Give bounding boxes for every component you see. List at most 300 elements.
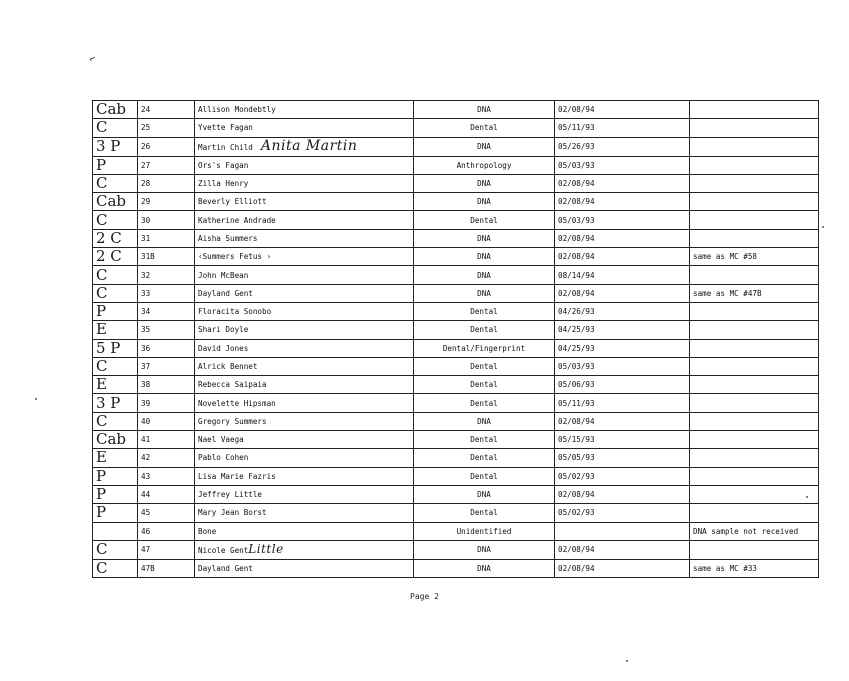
name-text: Gregory Summers — [198, 416, 267, 426]
handwritten-status-mark-text: C — [96, 174, 108, 193]
case-number-text: 43 — [141, 471, 151, 481]
table-row — [93, 248, 819, 266]
handwritten-status-mark — [93, 357, 138, 375]
identification-type-cell — [414, 248, 555, 266]
date-text: 08/14/94 — [558, 270, 595, 280]
case-number-cell — [138, 504, 195, 522]
name-cell — [195, 211, 414, 229]
table-row — [93, 504, 819, 522]
case-number-cell — [138, 394, 195, 412]
handwritten-status-mark-text: 5 P — [96, 339, 121, 357]
identification-type-text: DNA — [477, 490, 491, 500]
handwritten-status-mark — [93, 540, 138, 559]
table-row — [93, 449, 819, 467]
table-row — [93, 156, 819, 174]
name-text: Nicole Gent — [198, 545, 249, 555]
handwritten-status-mark-text: C — [96, 265, 108, 284]
date-text: 02/08/94 — [558, 252, 595, 262]
name-cell — [195, 266, 414, 284]
case-number-text: 30 — [141, 215, 151, 225]
name-text: Nael Vaega — [198, 435, 244, 445]
table-row — [93, 357, 819, 375]
note-cell — [690, 467, 819, 485]
handwritten-status-mark — [93, 412, 138, 430]
table-row — [93, 119, 819, 137]
case-number-text: 47B — [141, 563, 155, 573]
case-number-cell — [138, 467, 195, 485]
table-row — [93, 412, 819, 430]
name-cell — [195, 137, 414, 156]
handwritten-status-mark — [93, 559, 138, 577]
case-number-text: 27 — [141, 160, 151, 170]
handwritten-status-mark — [93, 302, 138, 320]
identification-type-text: DNA — [477, 563, 491, 573]
name-cell — [195, 376, 414, 394]
note-cell — [690, 522, 819, 540]
handwritten-status-mark-text: C — [96, 210, 108, 229]
identification-type-cell — [414, 101, 555, 119]
date-text: 05/11/93 — [558, 398, 595, 408]
date-cell — [555, 266, 690, 284]
identification-type-text: Dental — [470, 453, 498, 463]
note-text: same as MC #47B — [693, 288, 762, 298]
name-cell — [195, 467, 414, 485]
handwritten-status-mark-text: P — [96, 156, 107, 174]
table-row — [93, 540, 819, 559]
identification-type-text: Dental — [470, 508, 498, 518]
name-text: Novelette Hipsman — [198, 398, 276, 408]
identification-type-cell — [414, 229, 555, 247]
name-cell — [195, 302, 414, 320]
note-cell — [690, 229, 819, 247]
name-cell — [195, 248, 414, 266]
identification-type-text: Unidentified — [456, 526, 512, 536]
name-text: Mary Jean Borst — [198, 508, 267, 518]
name-cell — [195, 559, 414, 577]
name-text: Floracita Sonobo — [198, 307, 272, 317]
case-number-text: 28 — [141, 179, 151, 189]
identification-type-cell — [414, 119, 555, 137]
case-number-text: 24 — [141, 105, 151, 115]
identification-type-cell — [414, 522, 555, 540]
name-text: John McBean — [198, 270, 249, 280]
name-text: Beverly Elliott — [198, 197, 267, 207]
handwritten-status-mark — [93, 193, 138, 211]
date-cell — [555, 394, 690, 412]
note-text: same as MC #33 — [693, 563, 758, 573]
table-row — [93, 284, 819, 302]
case-number-cell — [138, 559, 195, 577]
handwritten-status-mark-text: 2 C — [96, 229, 122, 247]
name-cell — [195, 431, 414, 449]
date-cell — [555, 119, 690, 137]
note-cell — [690, 321, 819, 339]
handwritten-status-mark-text: Cab — [96, 430, 127, 449]
name-cell — [195, 504, 414, 522]
handwritten-status-mark — [93, 449, 138, 467]
handwritten-status-mark — [93, 376, 138, 394]
handwritten-status-mark — [93, 504, 138, 522]
case-number-text: 40 — [141, 416, 151, 426]
name-text: ‹Summers Fetus › — [198, 252, 272, 262]
name-text: Alrick Bennet — [198, 362, 258, 371]
case-number-cell — [138, 357, 195, 375]
table-row — [93, 211, 819, 229]
date-cell — [555, 248, 690, 266]
date-cell — [555, 540, 690, 559]
identification-type-text: DNA — [477, 179, 491, 189]
identification-type-cell — [414, 559, 555, 577]
note-cell — [690, 119, 819, 137]
note-cell — [690, 156, 819, 174]
note-cell — [690, 302, 819, 320]
note-cell — [690, 266, 819, 284]
handwritten-status-mark-text: C — [96, 357, 108, 375]
identification-type-text: Dental — [470, 215, 498, 225]
date-text: 05/02/93 — [558, 508, 595, 518]
date-cell — [555, 156, 690, 174]
note-cell — [690, 137, 819, 156]
note-cell — [690, 412, 819, 430]
identification-type-cell — [414, 211, 555, 229]
case-number-text: 45 — [141, 508, 151, 518]
case-number-cell — [138, 284, 195, 302]
date-cell — [555, 229, 690, 247]
note-cell — [690, 394, 819, 412]
name-text: Aisha Summers — [198, 233, 258, 243]
date-cell — [555, 321, 690, 339]
name-cell — [195, 485, 414, 503]
handwritten-status-mark-text: Cab — [96, 192, 127, 211]
note-cell — [690, 211, 819, 229]
case-number-text: 34 — [141, 307, 151, 317]
handwritten-status-mark — [93, 156, 138, 174]
table-row — [93, 174, 819, 192]
date-text: 05/11/93 — [558, 123, 595, 133]
date-text: 02/08/94 — [558, 563, 595, 573]
table-row — [93, 339, 819, 357]
handwritten-status-mark-text: 3 P — [96, 393, 121, 412]
name-cell — [195, 321, 414, 339]
scan-speck — [35, 398, 37, 400]
identification-type-text: DNA — [477, 197, 491, 207]
name-text: Dayland Gent — [198, 288, 253, 298]
case-number-text: 31B — [141, 252, 155, 262]
identification-type-cell — [414, 137, 555, 156]
case-number-text: 41 — [141, 435, 151, 445]
date-cell — [555, 522, 690, 540]
case-number-text: 47 — [141, 545, 151, 555]
name-text: Zilla Henry — [198, 179, 249, 189]
identification-type-cell — [414, 376, 555, 394]
identification-type-cell — [414, 412, 555, 430]
case-number-text: 42 — [141, 453, 151, 463]
case-number-cell — [138, 485, 195, 503]
name-text: Yvette Fagan — [198, 123, 253, 133]
identification-type-cell — [414, 485, 555, 503]
handwritten-status-mark-text: C — [96, 540, 108, 559]
handwritten-status-mark — [93, 485, 138, 503]
identification-type-cell — [414, 302, 555, 320]
handwritten-status-mark-text: C — [96, 284, 108, 302]
case-number-cell — [138, 137, 195, 156]
identification-type-text: DNA — [477, 416, 491, 426]
case-number-cell — [138, 321, 195, 339]
note-cell — [690, 357, 819, 375]
case-number-text: 37 — [141, 362, 151, 371]
handwritten-status-mark — [93, 467, 138, 485]
handwritten-status-mark-text: 3 P — [96, 137, 121, 156]
identification-type-cell — [414, 339, 555, 357]
handwritten-status-mark-text: E — [96, 320, 107, 339]
date-cell — [555, 376, 690, 394]
name-cell — [195, 449, 414, 467]
note-cell — [690, 540, 819, 559]
name-text: David Jones — [198, 343, 249, 353]
case-number-text: 32 — [141, 270, 151, 280]
identification-type-text: Dental — [470, 362, 498, 371]
date-text: 05/26/93 — [558, 142, 595, 152]
handwritten-status-mark-text: E — [96, 375, 107, 394]
identification-type-cell — [414, 449, 555, 467]
handwritten-status-mark — [93, 431, 138, 449]
case-number-cell — [138, 339, 195, 357]
case-log-table — [92, 100, 819, 578]
date-cell — [555, 357, 690, 375]
identification-type-text: DNA — [477, 288, 491, 298]
case-number-cell — [138, 229, 195, 247]
note-cell — [690, 431, 819, 449]
note-cell — [690, 174, 819, 192]
date-text: 04/25/93 — [558, 325, 595, 335]
handwritten-status-mark — [93, 119, 138, 137]
identification-type-cell — [414, 540, 555, 559]
table-row — [93, 485, 819, 503]
case-number-text: 39 — [141, 398, 151, 408]
case-number-cell — [138, 449, 195, 467]
handwritten-status-mark-text: C — [96, 412, 108, 430]
date-text: 02/08/94 — [558, 233, 595, 243]
name-cell — [195, 357, 414, 375]
identification-type-cell — [414, 156, 555, 174]
identification-type-text: DNA — [477, 105, 491, 115]
note-cell — [690, 449, 819, 467]
note-cell — [690, 193, 819, 211]
handwritten-status-mark-text: P — [96, 503, 107, 522]
date-cell — [555, 211, 690, 229]
case-number-text: 35 — [141, 325, 151, 335]
case-number-cell — [138, 193, 195, 211]
note-cell — [690, 339, 819, 357]
case-number-text: 36 — [141, 343, 151, 353]
scan-speck — [806, 496, 808, 498]
date-text: 02/08/94 — [558, 288, 595, 298]
date-text: 05/05/93 — [558, 453, 595, 463]
identification-type-text: DNA — [477, 270, 491, 280]
note-text: DNA sample not received — [693, 526, 799, 536]
note-text: same as MC #58 — [693, 252, 758, 262]
case-number-cell — [138, 412, 195, 430]
date-cell — [555, 101, 690, 119]
handwritten-status-mark — [93, 321, 138, 339]
name-text: Lisa Marie Fazris — [198, 471, 276, 481]
case-number-text: 25 — [141, 123, 151, 133]
case-number-text: 46 — [141, 526, 151, 536]
case-number-text: 31 — [141, 233, 151, 243]
date-cell — [555, 339, 690, 357]
date-cell — [555, 449, 690, 467]
handwritten-status-mark — [93, 394, 138, 412]
date-cell — [555, 193, 690, 211]
name-cell — [195, 394, 414, 412]
identification-type-text: DNA — [477, 545, 491, 555]
date-text: 02/08/94 — [558, 490, 595, 500]
note-cell — [690, 504, 819, 522]
handwritten-status-mark — [93, 137, 138, 156]
note-cell — [690, 284, 819, 302]
name-cell — [195, 119, 414, 137]
handwritten-status-mark-text: Cab — [96, 100, 127, 119]
case-number-text: 44 — [141, 490, 151, 500]
note-cell — [690, 101, 819, 119]
case-number-cell — [138, 376, 195, 394]
identification-type-cell — [414, 266, 555, 284]
name-text: Rebecca Saipaia — [198, 380, 267, 390]
handwritten-status-mark-text: P — [96, 485, 107, 504]
case-number-text: 33 — [141, 288, 151, 298]
identification-type-cell — [414, 321, 555, 339]
name-cell — [195, 540, 414, 559]
identification-type-cell — [414, 193, 555, 211]
note-cell — [690, 559, 819, 577]
case-number-cell — [138, 431, 195, 449]
date-text: 02/08/94 — [558, 197, 595, 207]
handwritten-status-mark — [93, 248, 138, 266]
date-text: 05/03/93 — [558, 215, 595, 225]
table-row — [93, 467, 819, 485]
identification-type-cell — [414, 357, 555, 375]
identification-type-text: Dental — [470, 325, 498, 335]
case-number-cell — [138, 522, 195, 540]
date-text: 02/08/94 — [558, 105, 595, 115]
name-text: Jeffrey Little — [198, 490, 263, 500]
table-row — [93, 302, 819, 320]
name-cell — [195, 284, 414, 302]
case-number-cell — [138, 156, 195, 174]
table-row — [93, 229, 819, 247]
identification-type-cell — [414, 467, 555, 485]
handwritten-status-mark — [93, 211, 138, 229]
date-cell — [555, 467, 690, 485]
name-text: Ors's Fagan — [198, 160, 249, 170]
name-text: Allison Mondebtly — [198, 105, 276, 115]
date-text: 05/02/93 — [558, 471, 595, 481]
identification-type-text: Dental — [470, 435, 498, 445]
date-text: 02/08/94 — [558, 179, 595, 189]
case-log-rows — [93, 101, 819, 578]
date-cell — [555, 559, 690, 577]
note-cell — [690, 485, 819, 503]
name-text: Martin Child — [198, 142, 253, 152]
identification-type-text: DNA — [477, 142, 491, 152]
case-number-text: 26 — [141, 142, 151, 152]
handwritten-status-mark — [93, 522, 138, 540]
date-cell — [555, 174, 690, 192]
date-text: 02/08/94 — [558, 416, 595, 426]
case-number-cell — [138, 211, 195, 229]
identification-type-cell — [414, 394, 555, 412]
date-text: 02/08/94 — [558, 545, 595, 555]
handwritten-status-mark-text: 2 C — [96, 247, 122, 266]
case-number-cell — [138, 540, 195, 559]
name-cell — [195, 156, 414, 174]
scan-speck — [822, 226, 824, 228]
table-row — [93, 559, 819, 577]
date-text: 04/25/93 — [558, 343, 595, 353]
case-number-text: 29 — [141, 197, 151, 207]
identification-type-text: Dental — [470, 123, 498, 133]
identification-type-cell — [414, 284, 555, 302]
table-row — [93, 137, 819, 156]
page-number: Page 2 — [410, 592, 439, 601]
date-cell — [555, 504, 690, 522]
name-cell — [195, 522, 414, 540]
case-number-cell — [138, 174, 195, 192]
scan-speck — [626, 660, 628, 662]
stray-mark: ⌐ — [88, 53, 98, 66]
date-cell — [555, 284, 690, 302]
identification-type-text: Dental — [470, 398, 498, 408]
date-cell — [555, 485, 690, 503]
identification-type-text: Anthropology — [456, 160, 512, 170]
identification-type-cell — [414, 174, 555, 192]
handwritten-status-mark-text: C — [96, 118, 108, 137]
table-row — [93, 376, 819, 394]
date-text: 05/03/93 — [558, 160, 595, 170]
case-number-cell — [138, 101, 195, 119]
table-row — [93, 266, 819, 284]
date-text: 04/26/93 — [558, 307, 595, 317]
name-cell — [195, 229, 414, 247]
identification-type-text: Dental/Fingerprint — [442, 343, 526, 353]
handwritten-status-mark — [93, 229, 138, 247]
handwritten-status-mark-text: C — [96, 559, 108, 577]
name-cell — [195, 174, 414, 192]
date-cell — [555, 302, 690, 320]
case-number-text: 38 — [141, 380, 151, 390]
identification-type-cell — [414, 431, 555, 449]
name-text: Shari Doyle — [198, 325, 249, 335]
name-cell — [195, 339, 414, 357]
handwritten-status-mark-text: P — [96, 302, 107, 321]
date-cell — [555, 431, 690, 449]
handwritten-status-mark — [93, 284, 138, 302]
table-row — [93, 522, 819, 540]
date-text: 05/15/93 — [558, 435, 595, 445]
name-text: Pablo Cohen — [198, 453, 249, 463]
case-number-cell — [138, 302, 195, 320]
note-cell — [690, 248, 819, 266]
case-number-cell — [138, 266, 195, 284]
table-row — [93, 101, 819, 119]
date-cell — [555, 412, 690, 430]
identification-type-text: Dental — [470, 471, 498, 481]
identification-type-text: Dental — [470, 380, 498, 390]
name-cell — [195, 412, 414, 430]
identification-type-text: Dental — [470, 307, 498, 317]
name-text: Katherine Andrade — [198, 215, 276, 225]
handwritten-annotation: Little — [248, 541, 284, 556]
